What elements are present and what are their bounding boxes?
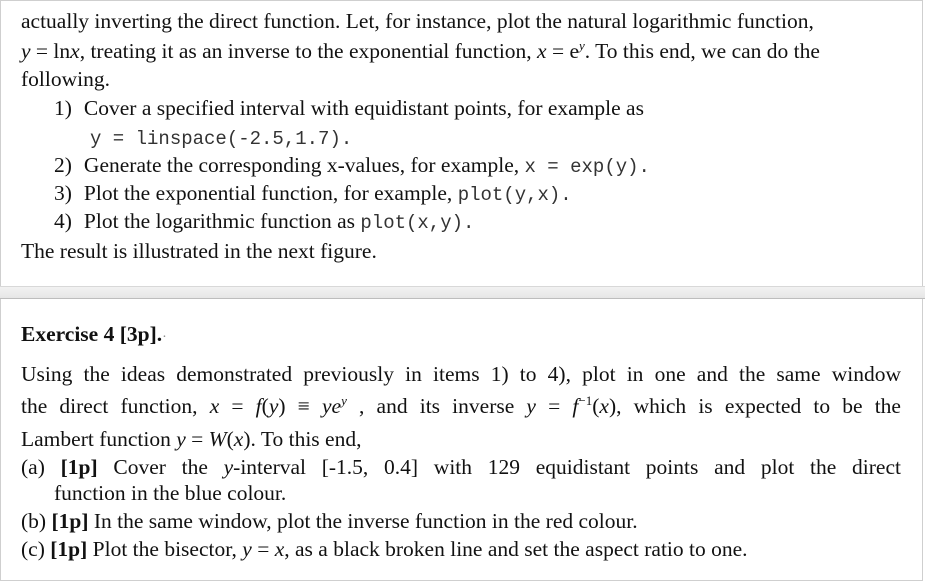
paragraph-line-2: y = lnx, treating it as an inverse to the exponential function, $x = e^y$. To this end, we can do the xyxy=(21,37,820,63)
task-a-line-2: function in the blue colour. xyxy=(54,481,287,505)
task-a-line-1: (a) [1p] Cover the y-interval [-1.5, 0.4] with 129 equidistant points and plot the direct xyxy=(21,455,901,479)
exercise-line-3: Lambert function y = W(x). To this end, xyxy=(21,427,362,451)
exercise-line-2: the direct function, $x = f(y) \equiv ye^y$ , and its inverse $y = f^{-1}(x)$, which is expected to be the xyxy=(21,392,901,418)
list-item-4: 4) Plot the logarithmic function as plot(x,y). xyxy=(54,209,475,234)
task-b: (b) [1p] In the same window, plot the inverse function in the red colour. xyxy=(21,509,638,533)
paragraph-line-3: following. xyxy=(21,67,110,91)
list-item-1: 1) Cover a specified interval with equidistant points, for example as xyxy=(54,96,644,120)
task-c: (c) [1p] Plot the bisector, y = x, as a black broken line and set the aspect ratio to one. xyxy=(21,537,748,561)
list-item-2: 2) Generate the corresponding x-values, for example, x = exp(y). xyxy=(54,153,650,178)
exercise-title: Exercise 4 [3p].· xyxy=(21,322,167,346)
result-sentence: The result is illustrated in the next figure. xyxy=(21,239,377,263)
exercise-line-1: Using the ideas demonstrated previously in items 1) to 4), plot in one and the same window xyxy=(21,362,901,386)
page-separator xyxy=(0,286,925,299)
list-item-1-code: y = linspace(-2.5,1.7). xyxy=(90,128,353,150)
list-item-3: 3) Plot the exponential function, for example, plot(y,x). xyxy=(54,181,572,206)
paragraph-line-1: actually inverting the direct function. Let, for instance, plot the natural logarithmic function, xyxy=(21,9,814,33)
